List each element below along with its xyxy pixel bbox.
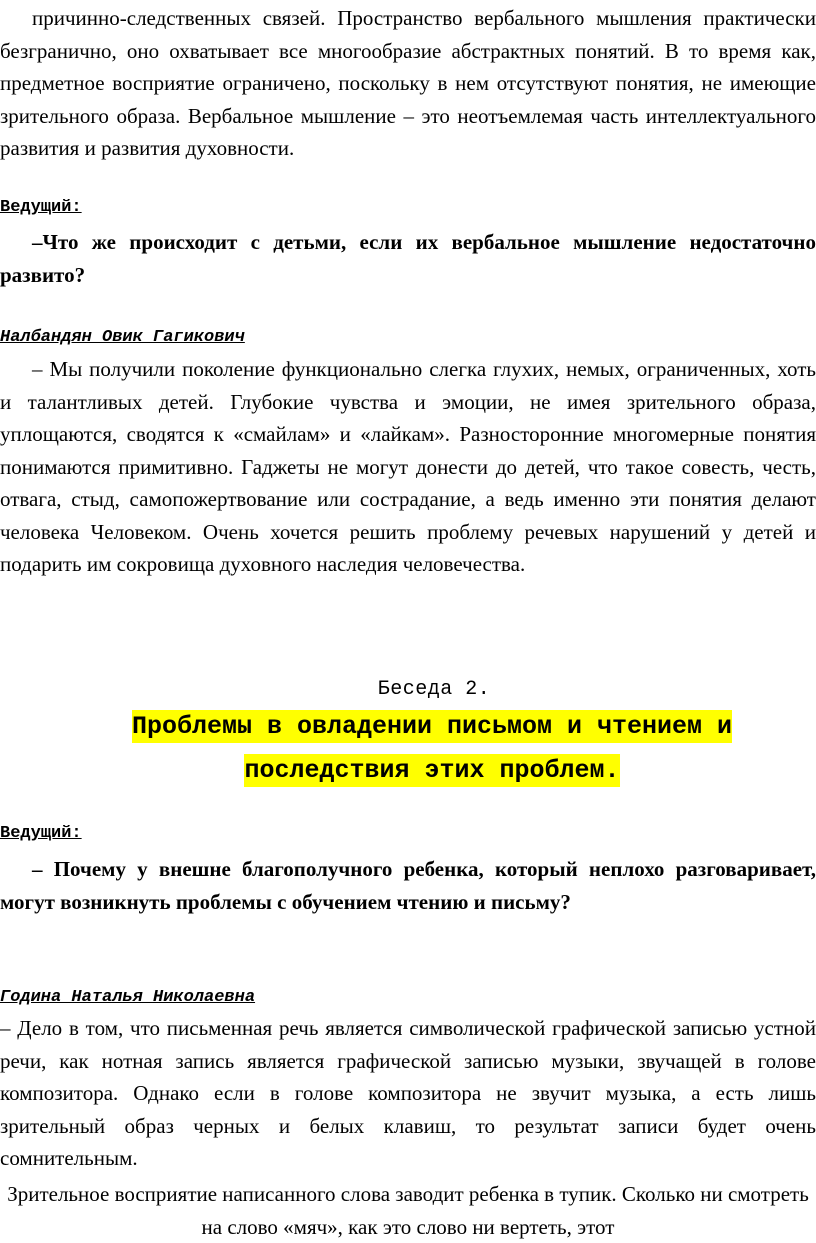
host-label: Ведущий: [0, 198, 82, 217]
speaker-name-2: Година Наталья Николаевна [0, 988, 256, 1007]
conversation-label: Беседа 2. [377, 678, 491, 701]
host-question: –Что же происходит с детьми, если их вербальное мышление недостаточно развито? [0, 230, 816, 287]
conversation-title-text: Проблемы в овладении письмом и чтением и последствия этих проблем. [131, 712, 733, 785]
conversation-title [40, 706, 816, 794]
host-label-2: Ведущий: [0, 824, 82, 843]
intro-paragraph: причинно-следственных связей. Пространство вербального мышления практически безгранично, оно охватывает все многообразие абстрактных понятий. В то время как, предметное восприятие ограничено, поскольку в нем отсутствуют понятия, не имеющие зрительного образа. Вербальное мышление – это неотъемлемая часть интеллектуального развития и развития духовности. [0, 6, 816, 160]
speaker-answer: – Мы получили поколение функционально слегка глухих, немых, ограниченных, хоть и талантливых детей. Глубокие чувства и эмоции, не имея зрительного образа, уплощаются, сводятся к «смайлам» и «лайкам». Разносторонние многомерные понятия понимаются примитивно. Гаджеты не могут донести до детей, что такое совесть, честь, отвага, стыд, самопожертвование или сострадание, а ведь именно эти понятия делают человека Человеком. Очень хочется решить проблему речевых нарушений у детей и подарить им сокровища духовного наследия человечества. [0, 357, 816, 576]
speaker-name: Налбандян Овик Гагикович [0, 328, 245, 347]
closing-paragraph: Зрительное восприятие написанного слова заводит ребенка в тупик. Сколько ни смотреть на слово «мяч», как это слово ни вертеть, этот [7, 1182, 809, 1239]
speaker-answer-2: – Дело в том, что письменная речь является символической графической записью устной речи, как нотная запись является графической записью музыки, звучащей в голове композитора. Однако если в голове композитора не звучит музыка, а есть лишь зрительный образ черных и белых клавиш, то результат записи будет очень сомнительным. [0, 1016, 816, 1170]
host-question-2: – Почему у внешне благополучного ребенка, который неплохо разговаривает, могут возникнуть проблемы с обучением чтению и письму? [0, 857, 816, 914]
